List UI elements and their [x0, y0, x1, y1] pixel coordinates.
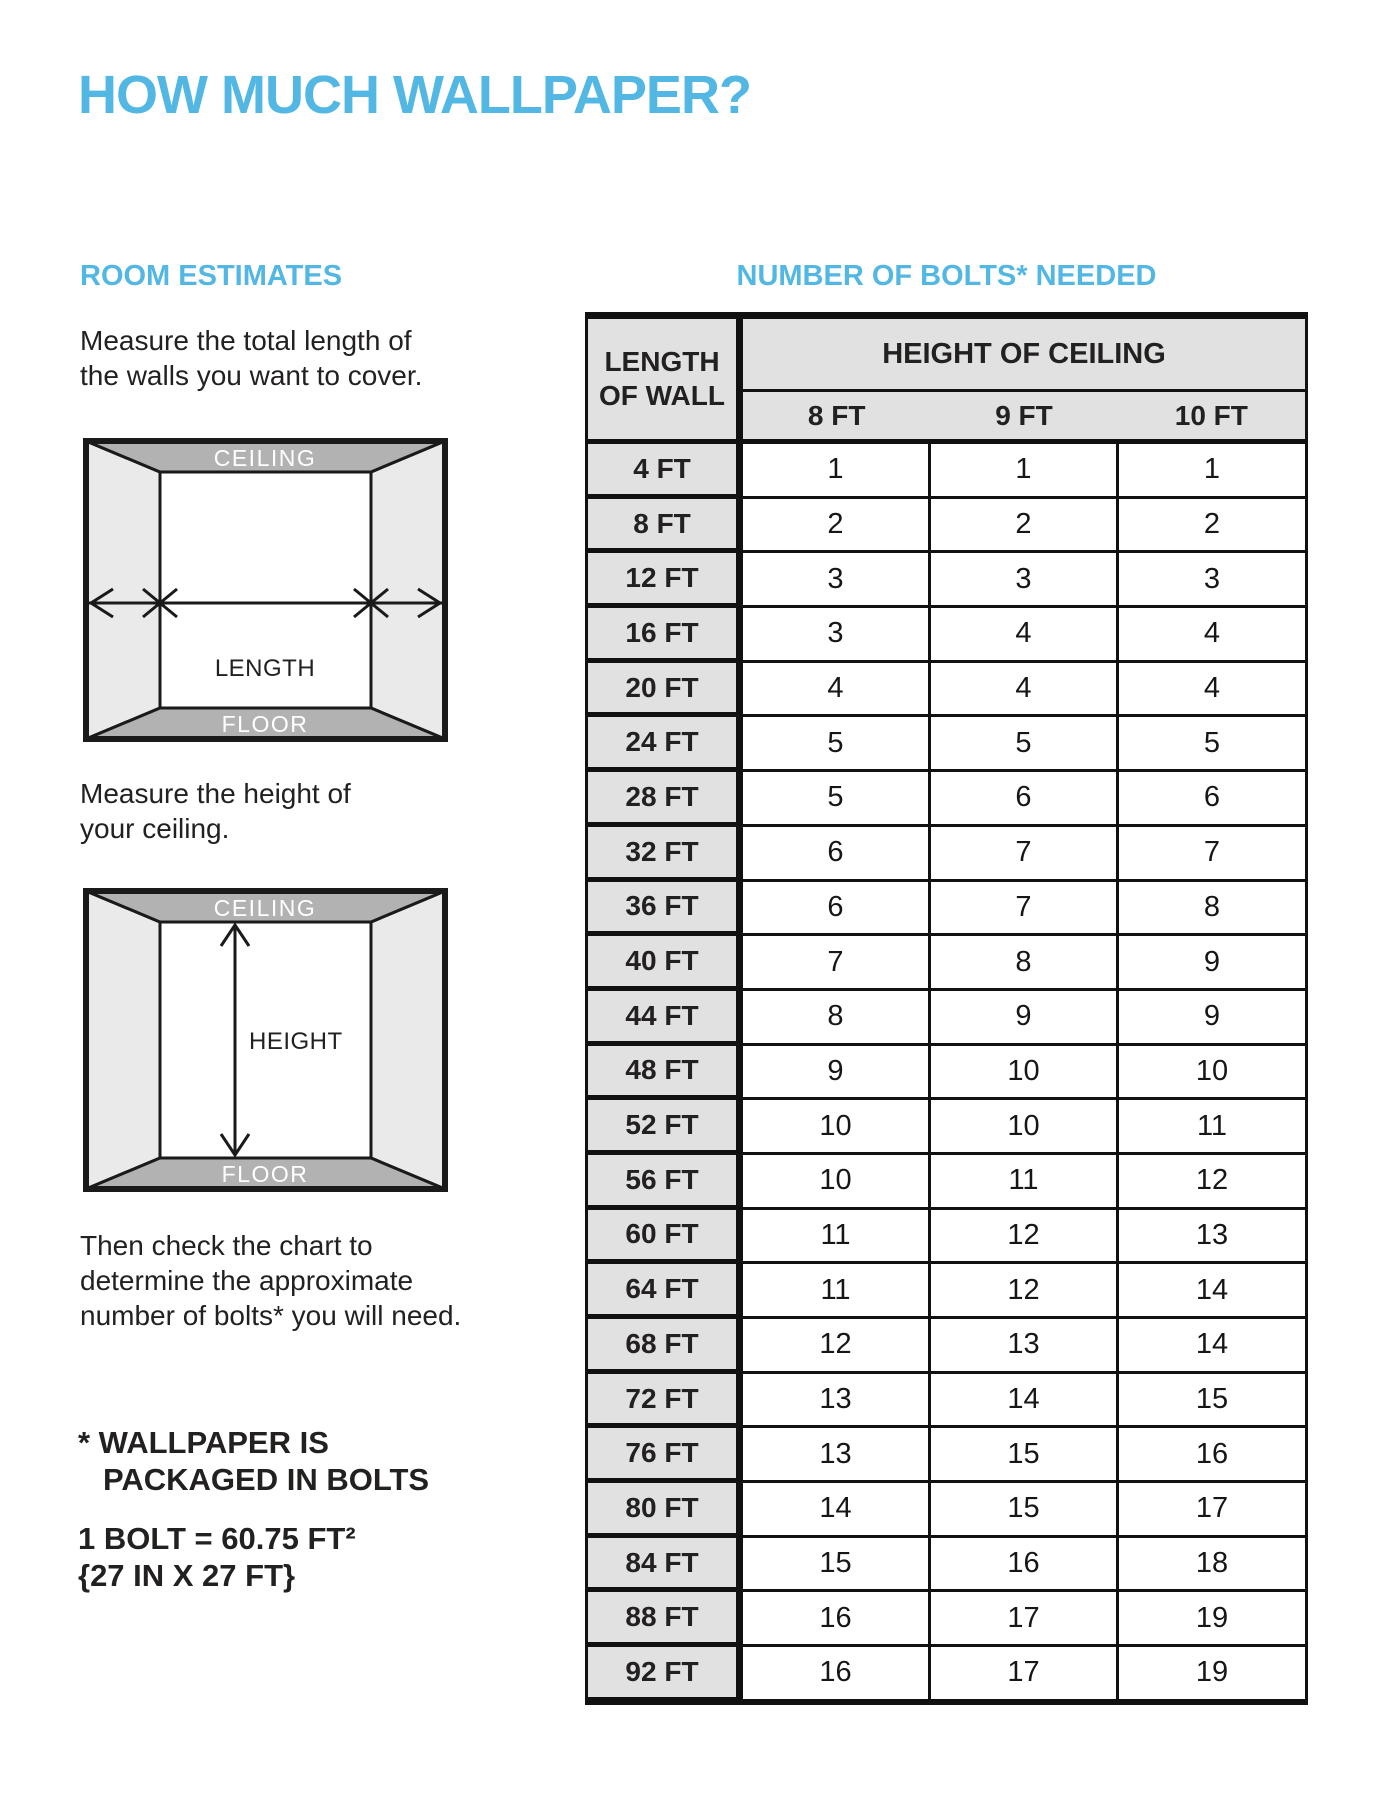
header-line: OF WALL	[599, 380, 725, 411]
header-line: LENGTH	[604, 346, 720, 377]
paragraph-line: Measure the total length of	[80, 325, 412, 356]
height-label: HEIGHT	[249, 1028, 343, 1055]
bolt-count-cell: 8	[1119, 882, 1305, 934]
row-header-44-ft: 44 FT	[588, 991, 736, 1043]
length-label: LENGTH	[214, 655, 316, 682]
bolt-count-cell: 13	[743, 1428, 928, 1480]
row-header-64-ft: 64 FT	[588, 1264, 736, 1316]
bolt-count-cell: 4	[743, 663, 928, 715]
bolt-count-cell: 14	[743, 1483, 928, 1535]
paragraph-line: number of bolts* you will need.	[80, 1300, 462, 1331]
bolt-count-cell: 17	[1119, 1483, 1305, 1535]
right-wall-face	[371, 441, 445, 739]
row-header-68-ft: 68 FT	[588, 1319, 736, 1371]
bolt-count-cell: 17	[931, 1592, 1116, 1644]
page-title: HOW MUCH WALLPAPER?	[78, 65, 751, 125]
bolt-count-cell: 4	[931, 663, 1116, 715]
bolt-count-cell: 3	[743, 608, 928, 660]
ceiling-height-subheader	[743, 392, 1305, 441]
bolt-count-cell: 11	[743, 1264, 928, 1316]
row-header-12-ft: 12 FT	[588, 553, 736, 605]
bolt-count-cell: 6	[1119, 772, 1305, 824]
measure-height-paragraph	[80, 776, 351, 846]
room-estimates-heading: ROOM ESTIMATES	[80, 260, 343, 292]
bolt-count-cell: 15	[743, 1538, 928, 1590]
bolt-count-cell: 2	[931, 499, 1116, 551]
bolt-count-cell: 14	[1119, 1319, 1305, 1371]
measure-length-paragraph	[80, 323, 422, 393]
bolt-count-cell: 10	[931, 1100, 1116, 1152]
paragraph-line: Then check the chart to	[80, 1230, 373, 1261]
bolt-count-cell: 5	[743, 772, 928, 824]
row-header-88-ft: 88 FT	[588, 1592, 736, 1644]
ceiling-label: CEILING	[213, 895, 317, 921]
bolt-count-cell: 9	[1119, 936, 1305, 988]
row-header-92-ft: 92 FT	[588, 1647, 736, 1699]
bolt-count-cell: 6	[931, 772, 1116, 824]
bolt-count-cell: 7	[931, 882, 1116, 934]
column-header-8ft: 8 FT	[807, 399, 866, 431]
bolt-count-cell: 1	[1119, 444, 1305, 496]
bolts-needed-heading: NUMBER OF BOLTS* NEEDED	[736, 260, 1157, 292]
bolt-count-cell: 13	[931, 1319, 1116, 1371]
bolt-count-cell: 14	[1119, 1264, 1305, 1316]
row-header-32-ft: 32 FT	[588, 827, 736, 879]
bolt-count-cell: 12	[931, 1210, 1116, 1262]
room-length-diagram	[83, 438, 448, 742]
row-header-76-ft: 76 FT	[588, 1428, 736, 1480]
bolt-count-cell: 13	[743, 1374, 928, 1426]
row-header-72-ft: 72 FT	[588, 1374, 736, 1426]
bolt-count-cell: 4	[1119, 663, 1305, 715]
paragraph-line: determine the approximate	[80, 1265, 414, 1296]
bolt-count-cell: 12	[1119, 1155, 1305, 1207]
bolt-count-cell: 5	[743, 717, 928, 769]
row-header-56-ft: 56 FT	[588, 1155, 736, 1207]
bolt-count-cell: 15	[931, 1483, 1116, 1535]
paragraph-line: the walls you want to cover.	[80, 360, 423, 391]
height-of-ceiling-header: HEIGHT OF CEILING	[743, 319, 1305, 389]
bolt-count-cell: 12	[743, 1319, 928, 1371]
bolt-count-cell: 7	[931, 827, 1116, 879]
bolt-count-cell: 18	[1119, 1538, 1305, 1590]
bolt-count-cell: 12	[931, 1264, 1116, 1316]
bolt-equation: 1 BOLT = 60.75 FT²	[78, 1521, 356, 1556]
bolt-count-cell: 3	[931, 553, 1116, 605]
bolt-count-cell: 2	[1119, 499, 1305, 551]
footnote-line: * WALLPAPER IS	[78, 1425, 329, 1460]
left-wall-face	[86, 441, 160, 739]
bolt-count-cell: 6	[743, 882, 928, 934]
bolt-count-cell: 16	[1119, 1428, 1305, 1480]
bolts-table	[585, 312, 1308, 1705]
row-header-80-ft: 80 FT	[588, 1483, 736, 1535]
paragraph-line: Measure the height of	[80, 778, 351, 809]
column-header-9ft: 9 FT	[995, 399, 1053, 431]
floor-label: FLOOR	[221, 1161, 309, 1187]
check-chart-paragraph	[80, 1228, 461, 1333]
row-header-24-ft: 24 FT	[588, 717, 736, 769]
bolt-count-cell: 11	[743, 1210, 928, 1262]
bolt-count-cell: 16	[743, 1592, 928, 1644]
length-of-wall-header	[588, 319, 736, 441]
bolt-count-cell: 8	[743, 991, 928, 1043]
bolt-count-cell: 10	[743, 1100, 928, 1152]
bolt-count-cell: 11	[1119, 1100, 1305, 1152]
bolt-count-cell: 9	[1119, 991, 1305, 1043]
bolt-count-cell: 5	[931, 717, 1116, 769]
bolt-count-cell: 5	[1119, 717, 1305, 769]
row-header-48-ft: 48 FT	[588, 1046, 736, 1098]
footnote-line: PACKAGED IN BOLTS	[103, 1462, 430, 1497]
floor-label: FLOOR	[221, 711, 309, 737]
row-header-52-ft: 52 FT	[588, 1100, 736, 1152]
bolt-count-cell: 9	[743, 1046, 928, 1098]
bolt-count-cell: 10	[743, 1155, 928, 1207]
ceiling-label: CEILING	[213, 445, 317, 471]
bolt-dimensions: {27 IN X 27 FT}	[78, 1558, 296, 1593]
right-wall-face	[371, 891, 445, 1189]
bolt-count-cell: 1	[931, 444, 1116, 496]
row-header-84-ft: 84 FT	[588, 1538, 736, 1590]
bolt-count-cell: 10	[1119, 1046, 1305, 1098]
left-wall-face	[86, 891, 160, 1189]
bolt-count-cell: 16	[743, 1647, 928, 1699]
row-header-28-ft: 28 FT	[588, 772, 736, 824]
row-header-16-ft: 16 FT	[588, 608, 736, 660]
bolt-count-cell: 4	[931, 608, 1116, 660]
bolt-count-cell: 7	[1119, 827, 1305, 879]
bolt-count-cell: 4	[1119, 608, 1305, 660]
row-header-20-ft: 20 FT	[588, 663, 736, 715]
bolt-count-cell: 13	[1119, 1210, 1305, 1262]
row-header-8-ft: 8 FT	[588, 499, 736, 551]
bolt-count-cell: 3	[743, 553, 928, 605]
bolt-count-cell: 3	[1119, 553, 1305, 605]
bolt-count-cell: 2	[743, 499, 928, 551]
row-header-4-ft: 4 FT	[588, 444, 736, 496]
bolt-count-cell: 16	[931, 1538, 1116, 1590]
row-header-36-ft: 36 FT	[588, 882, 736, 934]
bolt-count-cell: 11	[931, 1155, 1116, 1207]
bolts-footnote	[78, 1424, 429, 1498]
room-height-diagram	[83, 888, 448, 1192]
bolt-count-cell: 9	[931, 991, 1116, 1043]
row-header-40-ft: 40 FT	[588, 936, 736, 988]
bolt-count-cell: 8	[931, 936, 1116, 988]
bolt-count-cell: 19	[1119, 1647, 1305, 1699]
bolt-count-cell: 15	[1119, 1374, 1305, 1426]
bolt-count-cell: 14	[931, 1374, 1116, 1426]
bolt-count-cell: 1	[743, 444, 928, 496]
bolt-count-cell: 15	[931, 1428, 1116, 1480]
bolt-count-cell: 10	[931, 1046, 1116, 1098]
bolt-count-cell: 7	[743, 936, 928, 988]
paragraph-line: your ceiling.	[80, 813, 230, 844]
bolt-count-cell: 6	[743, 827, 928, 879]
bolt-count-cell: 17	[931, 1647, 1116, 1699]
bolt-size-info	[78, 1520, 356, 1594]
column-header-10ft: 10 FT	[1174, 399, 1248, 431]
bolt-count-cell: 19	[1119, 1592, 1305, 1644]
row-header-60-ft: 60 FT	[588, 1210, 736, 1262]
